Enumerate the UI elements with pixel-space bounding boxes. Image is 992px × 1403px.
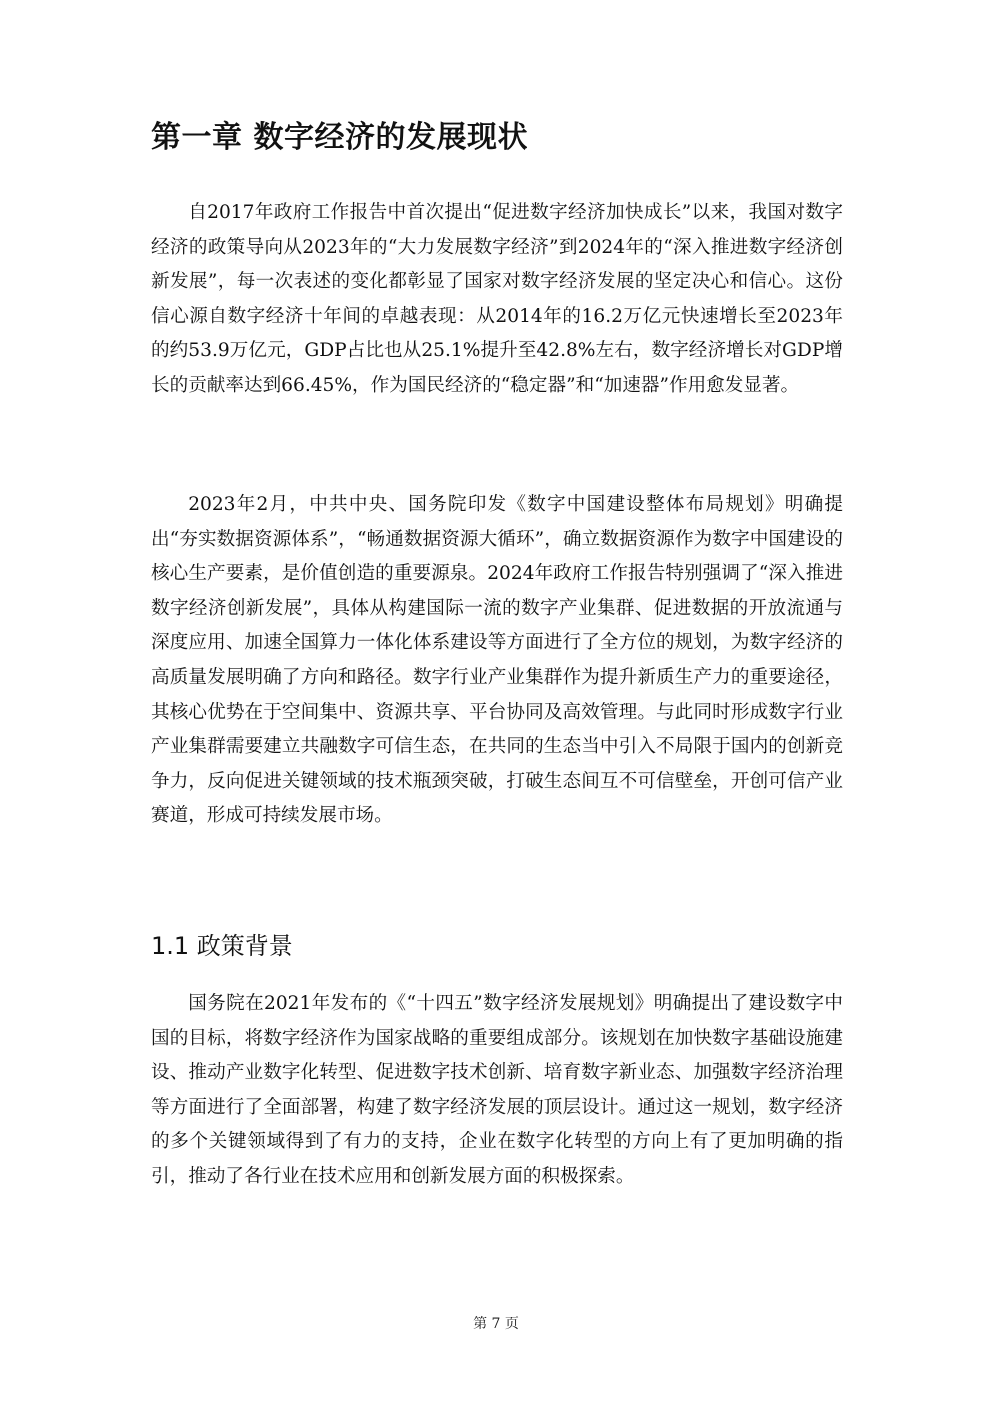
section-title: 1.1 政策背景 (151, 932, 293, 960)
page-number: 第 7 页 (473, 1316, 519, 1332)
body-paragraph-1: 自2017年政府工作报告中首次提出“促进数字经济加快成长”以来，我国对数字经济的政策导向从2023年的“大力发展数字经济”到2024年的“深入推进数字经济创新发展”，每一次表述的变化都彰显了国家对数字经济发展的坚定决心和信心。这份信心源自数字经济十年间的卓越表现：从2014年的16.2万亿元快速增长至2023年的约53.9万亿元，GDP占比也从25.1%提升至42.8%左右，数字经济增长对GDP增长的贡献率达到66.45%，作为国民经济的“稳定器”和“加速器”作用愈发显著。 (151, 202, 843, 396)
chapter-title: 第一章 数字经济的发展现状 (151, 120, 528, 155)
section-paragraph: 国务院在2021年发布的《“十四五”数字经济发展规划》明确提出了建设数字中国的目标，将数字经济作为国家战略的重要组成部分。该规划在加快数字基础设施建设、推动产业数字化转型、促进数字技术创新、培育数字新业态、加强数字经济治理等方面进行了全面部署，构建了数字经济发展的顶层设计。通过这一规划，数字经济的多个关键领域得到了有力的支持，企业在数字化转型的方向上有了更加明确的指引，推动了各行业在技术应用和创新发展方面的积极探索。 (151, 993, 843, 1187)
body-paragraph-2: 2023年2月，中共中央、国务院印发《数字中国建设整体布局规划》明确提出“夯实数据资源体系”，“畅通数据资源大循环”，确立数据资源作为数字中国建设的核心生产要素，是价值创造的重要源泉。2024年政府工作报告特别强调了“深入推进数字经济创新发展”，具体从构建国际一流的数字产业集群、促进数据的开放流通与深度应用、加速全国算力一体化体系建设等方面进行了全方位的规划，为数字经济的高质量发展明确了方向和路径。数字行业产业集群作为提升新质生产力的重要途径，其核心优势在于空间集中、资源共享、平台协同及高效管理。与此同时形成数字行业产业集群需要建立共融数字可信生态，在共同的生态当中引入不局限于国内的创新竞争力，反向促进关键领域的技术瓶颈突破，打破生态间互不可信壁垒，开创可信产业赛道，形成可持续发展市场。 (151, 494, 843, 827)
